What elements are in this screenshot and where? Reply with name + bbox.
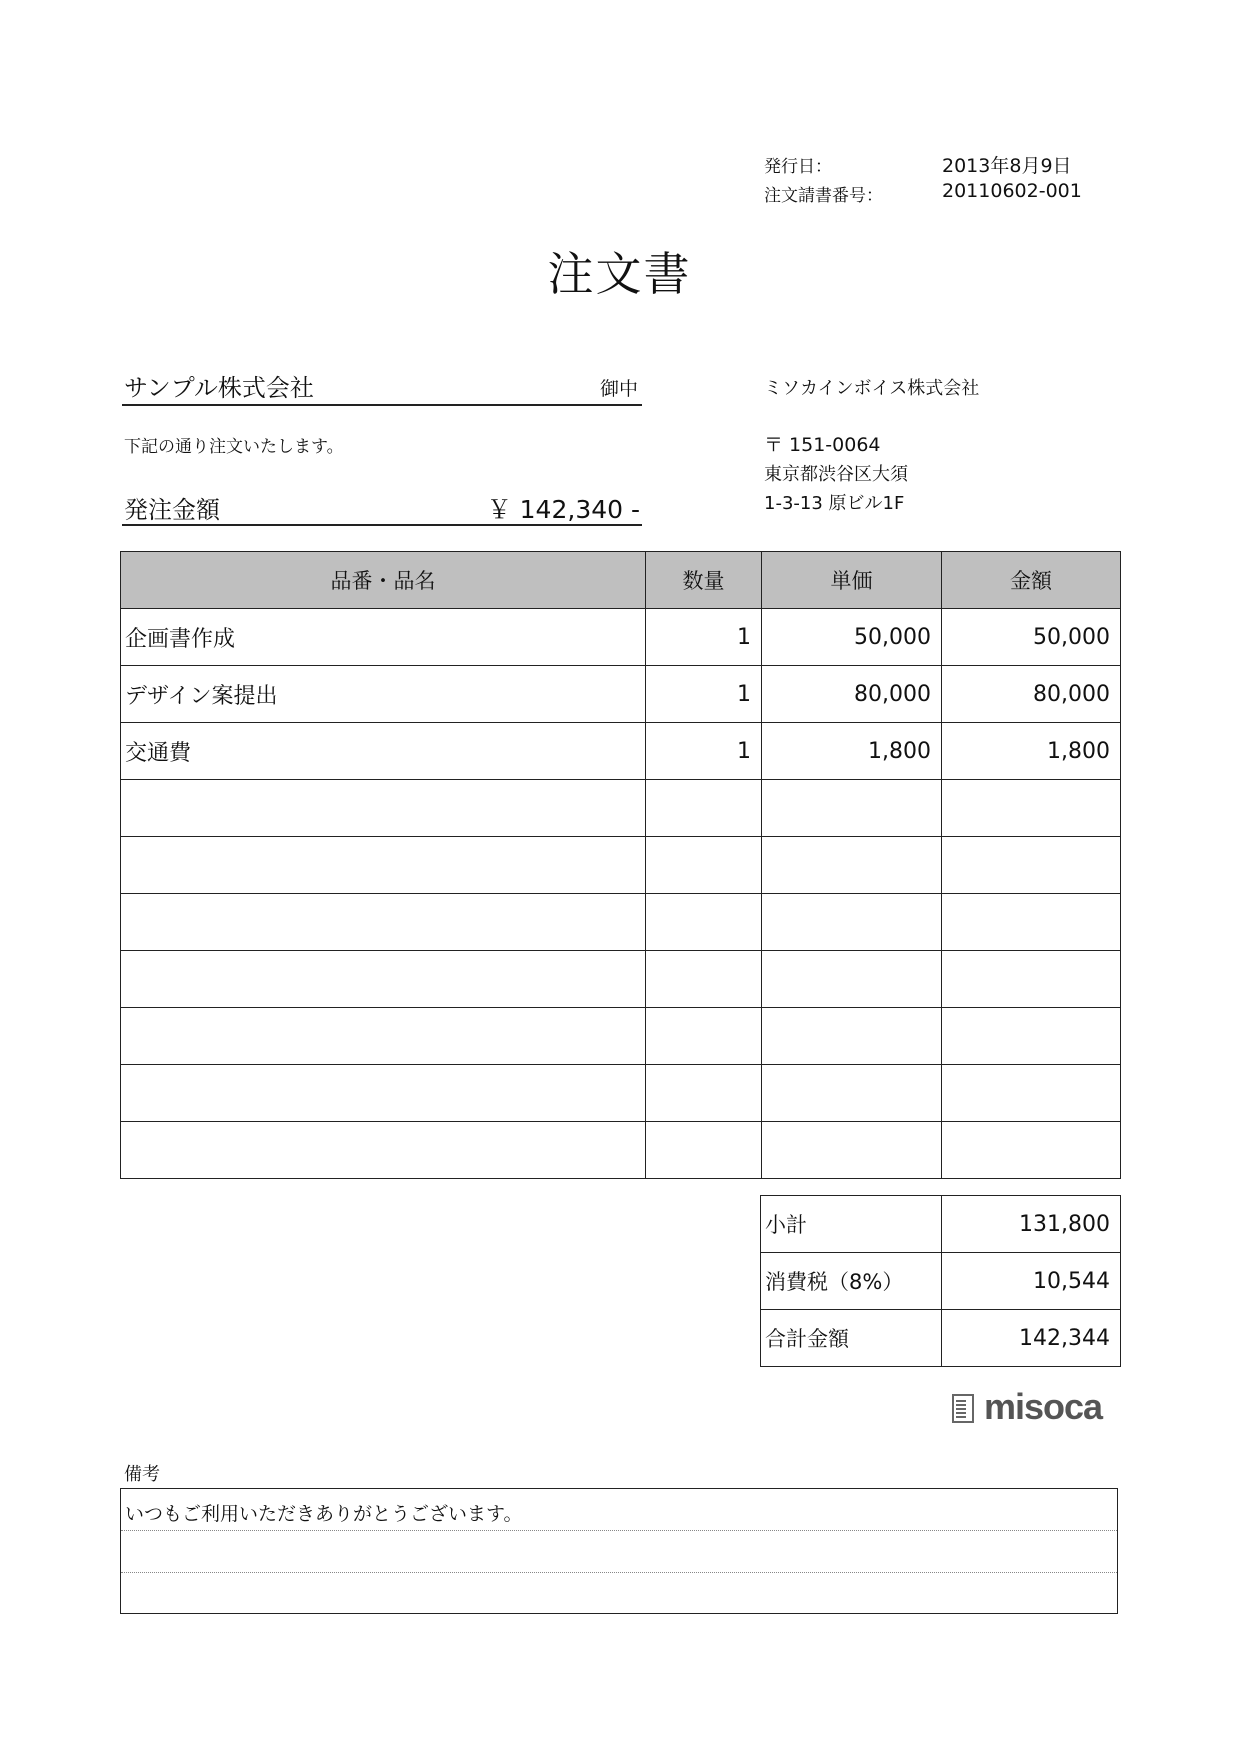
cell-quantity: [646, 951, 762, 1008]
order-number-label: 注文請書番号：: [764, 186, 883, 206]
cell-amount: [942, 894, 1121, 951]
header-item-name: 品番・品名: [121, 552, 646, 609]
cell-quantity: [646, 1008, 762, 1065]
cell-item-name: [121, 1008, 646, 1065]
tax-row: [761, 1253, 1121, 1310]
cell-unit-price: [762, 780, 942, 837]
notes-label: 備考: [124, 1464, 160, 1485]
document-title: 注文書: [547, 247, 692, 301]
table-row: [121, 666, 1121, 723]
order-amount-block: [122, 486, 642, 526]
cell-unit-price: [762, 1008, 942, 1065]
cell-amount: [942, 1122, 1121, 1179]
order-number: 20110602-001: [942, 180, 1082, 202]
table-row: [121, 894, 1121, 951]
cell-quantity: 1: [646, 723, 762, 780]
table-row: [121, 723, 1121, 780]
table-header-row: [121, 552, 1121, 609]
recipient-honorific: 御中: [599, 378, 638, 400]
header-unit-price: 単価: [762, 552, 942, 609]
cell-unit-price: [762, 837, 942, 894]
cell-unit-price: [762, 894, 942, 951]
document-icon: [952, 1394, 976, 1424]
cell-item-name: [121, 951, 646, 1008]
cell-unit-price: 1,800: [762, 723, 942, 780]
cell-item-name: [121, 894, 646, 951]
subtotal-value: 131,800: [942, 1196, 1121, 1253]
notes-line: [121, 1531, 1117, 1573]
cell-amount: 50,000: [942, 609, 1121, 666]
cell-quantity: 1: [646, 609, 762, 666]
order-amount-value: ￥ 142,340 -: [486, 495, 640, 524]
issue-date: 2013年8月9日: [942, 155, 1072, 177]
recipient-block: [122, 364, 642, 406]
cell-amount: [942, 1065, 1121, 1122]
totals-table: [760, 1195, 1121, 1367]
total-value: 142,344: [942, 1310, 1121, 1367]
cell-unit-price: 50,000: [762, 609, 942, 666]
cell-item-name: [121, 780, 646, 837]
table-row: [121, 951, 1121, 1008]
cell-amount: [942, 780, 1121, 837]
issue-date-label: 発行日：: [764, 157, 832, 177]
logo-text: misoca: [984, 1386, 1103, 1427]
intro-text: 下記の通り注文いたします。: [124, 437, 344, 457]
cell-quantity: 1: [646, 666, 762, 723]
notes-box: [120, 1488, 1118, 1614]
notes-line: [121, 1573, 1117, 1615]
cell-amount: [942, 951, 1121, 1008]
cell-amount: [942, 837, 1121, 894]
subtotal-row: [761, 1196, 1121, 1253]
table-row: [121, 1065, 1121, 1122]
subtotal-label: 小計: [761, 1196, 942, 1253]
header-quantity: 数量: [646, 552, 762, 609]
sender-address2: 1-3-13 原ビル1F: [764, 493, 905, 514]
cell-quantity: [646, 837, 762, 894]
cell-amount: [942, 1008, 1121, 1065]
cell-quantity: [646, 1065, 762, 1122]
tax-label: 消費税（8%）: [761, 1253, 942, 1310]
cell-amount: 1,800: [942, 723, 1121, 780]
cell-unit-price: 80,000: [762, 666, 942, 723]
cell-unit-price: [762, 1065, 942, 1122]
table-row: [121, 837, 1121, 894]
sender-postal: 〒 151-0064: [764, 434, 881, 456]
header-amount: 金額: [942, 552, 1121, 609]
cell-unit-price: [762, 951, 942, 1008]
recipient-name: サンプル株式会社: [124, 374, 314, 402]
sender-address1: 東京都渋谷区大須: [764, 464, 908, 485]
cell-quantity: [646, 1122, 762, 1179]
cell-item-name: 交通費: [121, 723, 646, 780]
cell-unit-price: [762, 1122, 942, 1179]
table-row: [121, 1008, 1121, 1065]
cell-quantity: [646, 894, 762, 951]
total-label: 合計金額: [761, 1310, 942, 1367]
table-row: [121, 780, 1121, 837]
table-row: [121, 609, 1121, 666]
cell-item-name: 企画書作成: [121, 609, 646, 666]
cell-item-name: [121, 1122, 646, 1179]
cell-amount: 80,000: [942, 666, 1121, 723]
cell-item-name: デザイン案提出: [121, 666, 646, 723]
tax-value: 10,544: [942, 1253, 1121, 1310]
items-table: [120, 551, 1121, 1179]
table-row: [121, 1122, 1121, 1179]
order-amount-label: 発注金額: [124, 496, 220, 524]
sender-company: ミソカインボイス株式会社: [764, 378, 980, 399]
cell-item-name: [121, 1065, 646, 1122]
cell-item-name: [121, 837, 646, 894]
notes-line: いつもご利用いただきありがとうございます。: [121, 1489, 1117, 1531]
cell-quantity: [646, 780, 762, 837]
total-row: [761, 1310, 1121, 1367]
